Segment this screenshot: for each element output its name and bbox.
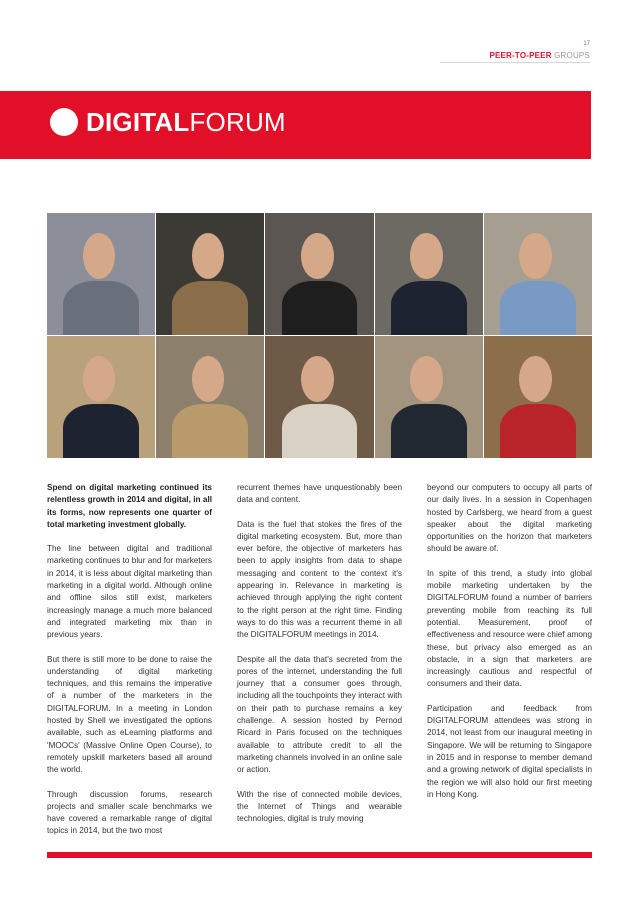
article-paragraph: Data is the fuel that stokes the fires of the digital marketing ecosystem. But, more than ever before, the objective of marketers has been to apply insights from data to shape messaging and content to the context it's appearing in. Relevance in marketing is achieved through applying the right content to the right person at the right time. Finding ways to do this was a recurrent theme in all the DIGITALFORUM meetings in 2014. [237, 519, 402, 640]
logo-text-light: FORUM [189, 107, 286, 137]
person-silhouette-body [63, 281, 139, 335]
digitalforum-logo [50, 108, 286, 136]
logo-text [86, 108, 286, 136]
article-paragraph: The line between digital and traditional marketing continues to blur and for marketers in 2014, it is less about digital marketing than marketing in a digital world. Although online and offline silos still exist, marketers increasingly manage a much more balanced and integrated marketing mix than in previous years. [47, 544, 212, 640]
participant-photo [156, 336, 264, 458]
participant-photo [484, 213, 592, 335]
article-paragraph: Through discussion forums, research projects and smaller scale benchmarks we have covered a remarkable range of digital topics in 2014, but the two most [47, 789, 212, 836]
person-silhouette-head [301, 233, 333, 279]
article-column-1 [47, 482, 212, 850]
person-silhouette-head [83, 233, 115, 279]
participant-photo [375, 213, 483, 335]
participant-photo [484, 336, 592, 458]
article-paragraph: Participation and feedback from DIGITALFORUM attendees was strong in 2014, not least from our inaugural meeting in Singapore. We will be returning to Singapore in 2015 and in response to member demand and a growing network of digital specialists in the region we will also hold our first meeting in Hong Kong. [427, 703, 592, 799]
article-column-3 [427, 482, 592, 850]
article-paragraph: beyond our computers to occupy all parts of our daily lives. In a session in Copenhagen hosted by Carlsberg, we heard from a guest speaker about the digital marketing opportunities on the horizon that marketers should be aware of. [427, 483, 592, 554]
header-divider [440, 62, 590, 63]
article-paragraph: With the rise of connected mobile devices, the Internet of Things and wearable technologies, digital is truly moving [237, 789, 402, 824]
participant-photo [47, 336, 155, 458]
article-column-2 [237, 482, 402, 850]
logo-circle-icon [50, 108, 78, 136]
person-silhouette-body [500, 404, 576, 458]
person-silhouette-head [192, 356, 224, 402]
participant-photo [156, 213, 264, 335]
person-silhouette-body [500, 281, 576, 335]
article-paragraph: Despite all the data that's secreted from the pores of the internet, understanding the full journey that a consumer goes through, including all the touchpoints they interact with on their path to purchase remains a key challenge. A session hosted by Pernod Ricard in Paris focused on the techniques available to attribute credit to all the marketing channels involved in an online sale or action. [237, 654, 402, 775]
person-silhouette-body [391, 404, 467, 458]
footer-bar [47, 852, 592, 858]
person-silhouette-body [282, 404, 358, 458]
person-silhouette-head [301, 356, 333, 402]
person-silhouette-head [83, 356, 115, 402]
participant-photo-grid [47, 213, 592, 458]
person-silhouette-head [410, 233, 442, 279]
person-silhouette-head [519, 356, 551, 402]
participant-photo [375, 336, 483, 458]
article-body [47, 482, 592, 850]
article-lead-paragraph: Spend on digital marketing continued its relentless growth in 2014 and digital, in all its forms, now represents one quarter of total marketing investment globally. [47, 483, 212, 529]
page-number: 17 [583, 41, 590, 47]
person-silhouette-body [282, 281, 358, 335]
article-paragraph: In spite of this trend, a study into global mobile marketing undertaken by the DIGITALFORUM found a number of barriers preventing mobile from reaching its full potential. Measurement, proof of effectiveness and resource were chief among these, but privacy also emerged as an obstacle, in a sign that marketers are increasingly cautious and respectful of consumers and their data. [427, 568, 592, 689]
person-silhouette-body [172, 281, 248, 335]
participant-photo [265, 336, 373, 458]
section-label-rest: GROUPS [551, 51, 590, 60]
person-silhouette-head [192, 233, 224, 279]
person-silhouette-body [63, 404, 139, 458]
person-silhouette-head [410, 356, 442, 402]
section-label [489, 51, 590, 60]
person-silhouette-head [519, 233, 551, 279]
participant-photo [265, 213, 373, 335]
article-paragraph: But there is still more to be done to raise the understanding of digital marketing techniques, and this remains the imperative of a number of the marketers in the DIGITALFORUM. In a meeting in London hosted by Shell we investigated the options available, such as eLearning platforms and 'MOOCs' (Massive Online Open Course), to remotely upskill marketers based all around the world. [47, 654, 212, 775]
article-paragraph: recurrent themes have unquestionably been data and content. [237, 483, 402, 505]
person-silhouette-body [172, 404, 248, 458]
person-silhouette-body [391, 281, 467, 335]
logo-text-bold: DIGITAL [86, 107, 190, 137]
section-label-strong: PEER-TO-PEER [489, 51, 552, 60]
participant-photo [47, 213, 155, 335]
